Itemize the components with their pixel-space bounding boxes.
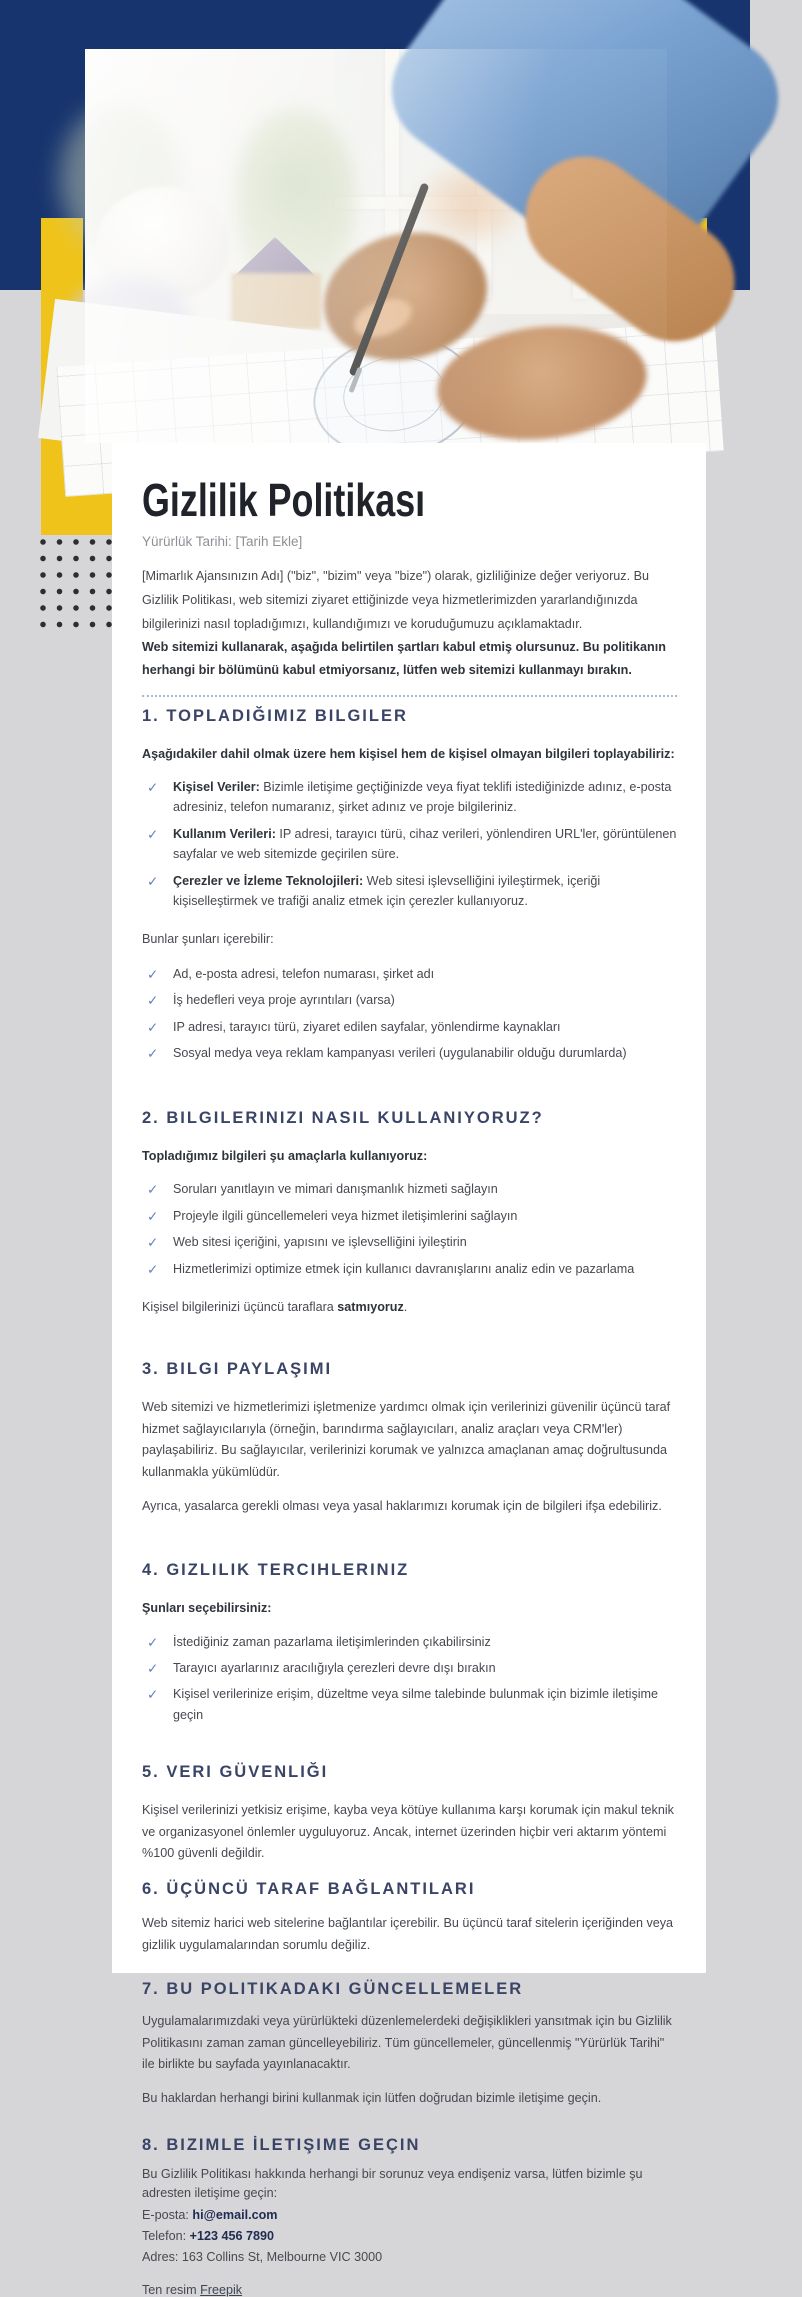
text-run: . xyxy=(403,1300,408,1314)
section-heading: 8. BIZIMLE İLETIŞIME GEÇIN xyxy=(142,2135,421,2154)
text-run: E-posta: xyxy=(142,2207,193,2222)
text-run: İstediğiniz zaman pazarlama iletişimlerinden çıkabilirsiniz xyxy=(173,1634,491,1649)
text-run: Kişisel verilerinize erişim, düzeltme veya silme talebinde bulunmak için bizimle iletişime geçin xyxy=(173,1687,659,1722)
hero-photo-architect-drawing xyxy=(85,49,667,443)
section-paragraph xyxy=(142,1913,677,1956)
check-list-item xyxy=(142,824,677,865)
check-list-item xyxy=(142,1684,677,1725)
check-icon: ✓ xyxy=(147,779,159,795)
check-icon: ✓ xyxy=(147,1235,159,1251)
check-list xyxy=(142,964,677,1064)
check-icon: ✓ xyxy=(147,1182,159,1198)
check-list-item xyxy=(142,1632,677,1652)
freepik-link[interactable]: Freepik xyxy=(200,2282,243,2297)
text-run: +123 456 7890 xyxy=(189,2228,275,2243)
effective-date: Yürürlük Tarihi: [Tarih Ekle] xyxy=(142,533,303,549)
text-run: Tarayıcı ayarlarınız aracılığıyla çerezleri devre dışı bırakın xyxy=(173,1660,496,1675)
text-run: Çerezler ve İzleme Teknolojileri: xyxy=(173,873,364,888)
text-run: hi@email.com xyxy=(192,2207,278,2222)
text-run: Kişisel verilerinizi yetkisiz erişime, kayba veya kötüye kullanıma karşı korumak için makul teknik ve organizasyonel önlemler uyguluyoruz. Ancak, internet üzerinden hiçbir veri aktarım yöntemi %100 güvenli değildir. xyxy=(142,1803,674,1860)
policy-section xyxy=(142,707,677,1063)
check-icon: ✓ xyxy=(147,826,159,842)
text-run: Bu haklardan herhangi birini kullanmak için lütfen doğrudan bizimle iletişime geçin. xyxy=(142,2091,602,2106)
check-icon: ✓ xyxy=(147,1208,159,1224)
contact-details xyxy=(142,2206,677,2267)
check-list-item xyxy=(142,1179,677,1199)
text-run: Ayrıca, yasalarca gerekli olması veya yasal haklarımızı korumak için de bilgileri ifşa edebiliriz. xyxy=(142,1499,662,1514)
check-list-item xyxy=(142,990,677,1010)
check-list-item xyxy=(142,777,677,818)
section-heading: 4. GIZLILIK TERCIHLERINIZ xyxy=(142,1561,410,1580)
section-paragraph xyxy=(142,1496,677,1517)
check-icon: ✓ xyxy=(147,1045,159,1061)
check-icon: ✓ xyxy=(147,966,159,982)
text-run: Hizmetlerimizi optimize etmek için kullanıcı davranışlarını analiz edin ve pazarlama xyxy=(173,1261,635,1276)
section-lead xyxy=(142,1598,677,1618)
check-list-item xyxy=(142,964,677,984)
text-run: Bu Gizlilik Politikası hakkında herhangi bir sorunuz veya endişeniz varsa, lütfen bizimle şu adresten iletişime geçin: xyxy=(142,2166,643,2201)
intro-acceptance-paragraph: Web sitemizi kullanarak, aşağıda belirtilen şartları kabul etmiş olursunuz. Bu politikanın herhangi bir bölümünü kabul etmiyorsanız, lütfen web sitemizi kullanmayı bırakın. xyxy=(142,640,666,677)
text-run: Bizimle iletişime geçtiğinizde veya fiyat teklifi istediğinizde adınız, e-posta adresiniz, telefon numaranız, şirket adınız ve proje bilgileriniz. xyxy=(173,779,672,815)
section-heading: 6. ÜÇÜNCÜ TARAF BAĞLANTILARI xyxy=(142,1880,476,1899)
section-paragraph xyxy=(142,1397,677,1483)
section-lead xyxy=(142,1146,677,1166)
check-icon: ✓ xyxy=(147,1019,159,1035)
credit-text: Ten resim xyxy=(142,2282,201,2297)
check-list xyxy=(142,1179,677,1279)
section-heading: 3. BILGI PAYLAŞIMI xyxy=(142,1360,333,1379)
text-run: Ad, e-posta adresi, telefon numarası, şirket adı xyxy=(173,966,435,981)
text-run: Kişisel Veriler: xyxy=(173,779,260,794)
text-run: Web sitesi içeriğini, yapısını ve işlevselliğini iyileştirin xyxy=(173,1235,467,1250)
text-run: Kullanım Verileri: xyxy=(173,826,276,841)
text-run: IP adresi, tarayıcı türü, ziyaret edilen sayfalar, yönlendirme kaynakları xyxy=(173,1019,561,1034)
section-paragraph xyxy=(142,929,677,950)
check-list-item xyxy=(142,871,677,912)
contact-line xyxy=(142,2227,677,2246)
check-list xyxy=(142,1632,677,1726)
check-icon: ✓ xyxy=(147,1687,159,1703)
text-run: Uygulamalarımızdaki veya yürürlükteki düzenlemelerdeki değişiklikleri yansıtmak için bu Gizlilik Politikasını zaman zaman güncelleyebiliriz. Tüm güncellemeler, güncellenmiş "Yürürlük Tarihi" ile birlikte bu sayfada yayınlanacaktır. xyxy=(142,2014,672,2071)
text-run: Adres: 163 Collins St, Melbourne VIC 3000 xyxy=(142,2249,383,2264)
intro-paragraph: [Mimarlık Ajansınızın Adı] ("biz", "bizim" veya "bize") olarak, gizliliğinize değer veriyoruz. Bu Gizlilik Politikası, web sitemizi ziyaret ettiğinizde veya hizmetlerimizden yararlandığınızda bilgilerinizi nasıl topladığımızı, kullandığımızı ve koruduğumuzu açıklamaktadır. xyxy=(142,568,649,631)
section-paragraph xyxy=(142,2165,677,2204)
text-run: Sosyal medya veya reklam kampanyası verileri (uygulanabilir olduğu durumlarda) xyxy=(173,1045,627,1060)
text-run: satmıyoruz xyxy=(337,1300,404,1314)
policy-section xyxy=(142,1561,677,1725)
text-run: Projeyle ilgili güncellemeleri veya hizmet iletişimlerini sağlayın xyxy=(173,1208,518,1223)
section-heading: 5. VERI GÜVENLIĞI xyxy=(142,1763,329,1782)
check-list-item xyxy=(142,1658,677,1678)
section-paragraph xyxy=(142,2011,677,2075)
policy-card xyxy=(112,443,706,2297)
policy-section xyxy=(142,2136,677,2267)
text-run: Web sitesi işlevselliğini iyileştirmek, içeriği kişiselleştirmek ve trafiği analiz etmek için çerezler kullanıyoruz. xyxy=(173,873,601,908)
text-run: Topladığımız bilgileri şu amaçlarla kullanıyoruz: xyxy=(142,1149,428,1164)
check-icon: ✓ xyxy=(147,993,159,1009)
check-icon: ✓ xyxy=(147,1660,159,1676)
intro xyxy=(142,564,677,682)
text-run: Bunlar şunları içerebilir: xyxy=(142,932,274,947)
text-run: Şunları seçebilirsiniz: xyxy=(142,1601,272,1616)
policy-section xyxy=(142,1360,677,1517)
policy-section xyxy=(142,1880,677,1956)
text-run: IP adresi, tarayıcı türü, cihaz verileri, yönlendiren URL'ler, görüntülenen sayfalar ve web sitemizde geçirilen süre. xyxy=(173,826,677,862)
section-lead xyxy=(142,744,677,764)
policy-section xyxy=(142,1980,677,2110)
dots-pattern xyxy=(38,536,116,634)
contact-line xyxy=(142,2206,677,2225)
check-list-item xyxy=(142,1017,677,1037)
policy-section xyxy=(142,1109,677,1318)
check-list-item xyxy=(142,1206,677,1226)
image-credit xyxy=(142,2283,677,2297)
section-paragraph xyxy=(142,1297,677,1318)
dotted-divider xyxy=(142,695,677,697)
section-paragraph xyxy=(142,2088,677,2109)
text-run: Aşağıdakiler dahil olmak üzere hem kişisel hem de kişisel olmayan bilgileri toplayabiliriz: xyxy=(142,746,675,761)
text-run: İş hedefleri veya proje ayrıntıları (varsa) xyxy=(173,993,395,1008)
check-icon: ✓ xyxy=(147,1634,159,1650)
check-icon: ✓ xyxy=(147,1261,159,1277)
section-heading: 7. BU POLITIKADAKI GÜNCELLEMELER xyxy=(142,1980,524,1999)
check-list-item xyxy=(142,1232,677,1252)
check-list-item xyxy=(142,1259,677,1279)
check-list xyxy=(142,777,677,911)
page-title: Gizlilik Politikası xyxy=(142,474,426,526)
text-run: Soruları yanıtlayın ve mimari danışmanlık hizmeti sağlayın xyxy=(173,1182,498,1197)
text-run: Telefon: xyxy=(142,2228,190,2243)
check-list-item xyxy=(142,1043,677,1063)
photo-light-overlay xyxy=(85,49,667,443)
contact-line xyxy=(142,2248,677,2267)
section-heading: 1. TOPLADIĞIMIZ BILGILER xyxy=(142,706,408,725)
section-paragraph xyxy=(142,1800,677,1864)
text-run: Web sitemizi ve hizmetlerimizi işletmenize yardımcı olmak için verilerinizi güvenilir üçüncü taraf hizmet sağlayıcılarıyla (örneğin, barındırma sağlayıcıları, analiz araçları veya CRM'ler) paylaşabiliriz. Bu sağlayıcılar, verilerinizi korumak ve yalnızca amaçlanan amaç doğrultusunda kullanmakla yükümlüdür. xyxy=(142,1400,671,1479)
text-run: Kişisel bilgilerinizi üçüncü taraflara xyxy=(142,1300,338,1314)
text-run: Web sitemiz harici web sitelerine bağlantılar içerebilir. Bu üçüncü taraf sitelerin içeriğinden veya gizlilik uygulamalarından sorumlu değiliz. xyxy=(142,1916,674,1952)
section-heading: 2. BILGILERINIZI NASIL KULLANIYORUZ? xyxy=(142,1109,544,1128)
check-icon: ✓ xyxy=(147,873,159,889)
policy-section xyxy=(142,1763,677,1864)
policy-sections xyxy=(142,707,677,2267)
